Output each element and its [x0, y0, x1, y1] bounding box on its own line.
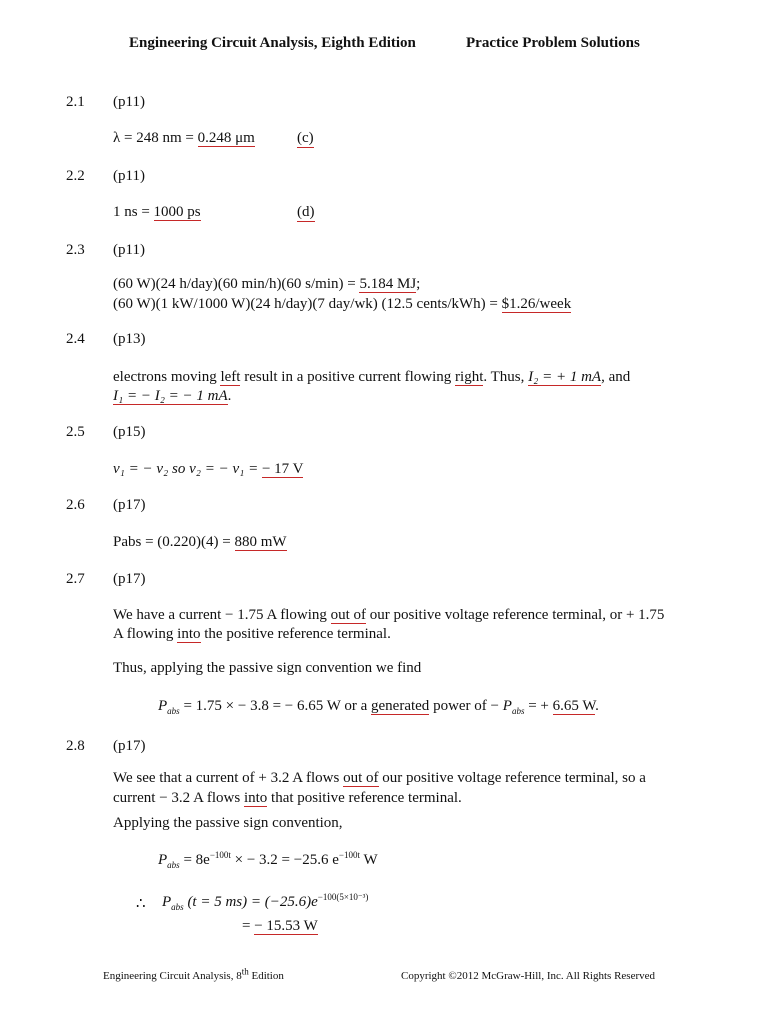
answer: 0.248 μm: [197, 130, 255, 146]
solution-2-7-line2: [113, 626, 391, 643]
solution-2-3-line1: [113, 276, 420, 293]
solution-text: our positive voltage reference terminal, so a: [378, 770, 646, 786]
problem-page: (p17): [113, 571, 146, 587]
answer: I₁ = − I₂ = − 1 mA: [113, 388, 228, 404]
problem-number: 2.6: [66, 497, 85, 513]
solution-text: A flowing: [113, 626, 178, 642]
solution-text: We see that a current of + 3.2 A flows: [113, 770, 344, 786]
emphasis: out of: [343, 770, 379, 786]
solution-2-1: [113, 130, 255, 147]
answer: 880 mW: [234, 534, 287, 550]
answer: 1000 ps: [153, 204, 201, 220]
emphasis: right: [455, 369, 484, 385]
problem-page: (p17): [113, 497, 146, 513]
solution-2-4-line1: [113, 369, 630, 386]
answer-choice: (d): [297, 204, 315, 220]
emphasis: left: [220, 369, 241, 385]
solution-2-7-line3: Thus, applying the passive sign convention we find: [113, 660, 422, 676]
header-right: Practice Problem Solutions: [466, 35, 640, 51]
footer-text: Engineering Circuit Analysis, 8: [103, 970, 242, 982]
solution-text: .: [227, 388, 232, 404]
solution-text: = 8e: [179, 852, 210, 868]
solution-text: that positive reference terminal.: [267, 790, 462, 806]
problem-number: 2.8: [66, 738, 85, 754]
solution-text: (60 W)(24 h/day)(60 min/h)(60 s/min) =: [113, 276, 360, 292]
solution-2-8-line3: Applying the passive sign convention,: [113, 815, 343, 831]
footer-left: [103, 966, 284, 982]
solution-text: = +: [524, 698, 553, 714]
problem-page: (p11): [113, 168, 145, 184]
solution-text: electrons moving: [113, 369, 221, 385]
solution-text: . Thus,: [483, 369, 529, 385]
answer: 6.65 W: [552, 698, 596, 714]
solution-2-3-line2: [113, 296, 571, 313]
solution-2-6: [113, 534, 287, 551]
solution-text: power of −: [429, 698, 503, 714]
solution-2-5: [113, 461, 303, 478]
solution-text: result in a positive current flowing: [240, 369, 456, 385]
emphasis: generated: [371, 698, 430, 714]
footer-right: Copyright ©2012 McGraw-Hill, Inc. All Rights Reserved: [401, 970, 655, 982]
emphasis: out of: [330, 607, 367, 623]
solution-text: λ = 248 nm =: [113, 130, 198, 146]
exponent: −100(5×10⁻³): [317, 892, 369, 902]
solution-text: the positive reference terminal.: [200, 626, 391, 642]
solution-2-8-equation1: $P_{abs} = 8e^{-100t}$ × − 3.2 = −25.6 $e^{-100t}$ W: [158, 850, 378, 870]
solution-text: ;: [416, 276, 421, 292]
emphasis: into: [177, 626, 201, 642]
emphasis: into: [243, 790, 268, 806]
answer-choice: (c): [297, 130, 314, 146]
footer-text: Edition: [248, 970, 284, 982]
therefore-symbol: ∴: [136, 896, 146, 912]
solution-text: W: [359, 852, 378, 868]
answer: − 15.53 W: [254, 918, 318, 934]
problem-page: (p11): [113, 94, 145, 110]
solution-text: (60 W)(1 kW/1000 W)(24 h/day)(7 day/wk) (12.5 cents/kWh) =: [113, 296, 502, 312]
solution-2-7-equation: $P_{abs} = 1.75$ × − 3.8 = − 6.65 W or a generated power of − $P_{abs}$ = + 6.65 W.: [158, 698, 599, 716]
solution-2-8-equation2: $P_{abs}$ (t = 5 $ms) = (-25.6)e^{-100(5\times 10^{-3})}$: [162, 892, 369, 912]
problem-page: (p11): [113, 242, 145, 258]
solution-text: = 1.75 × − 3.8 = − 6.65 W or a: [179, 698, 372, 714]
answer: 5.184 MJ: [359, 276, 417, 292]
solution-text: 1 ns =: [113, 204, 154, 220]
solution-text: (t = 5 ms) = (−25.6)e: [183, 894, 318, 910]
problem-page: (p15): [113, 424, 146, 440]
header-left: Engineering Circuit Analysis, Eighth Edition: [129, 35, 416, 51]
exponent: −100t: [209, 850, 231, 860]
solution-text: current − 3.2 A flows: [113, 790, 244, 806]
solution-text: .: [595, 698, 599, 714]
problem-number: 2.3: [66, 242, 85, 258]
problem-number: 2.7: [66, 571, 85, 587]
exponent: −100t: [338, 850, 360, 860]
solution-2-8-result: [242, 918, 318, 935]
answer: $1.26/week: [501, 296, 572, 312]
solution-2-2: [113, 204, 201, 221]
solution-text: , and: [601, 369, 631, 385]
problem-page: (p17): [113, 738, 146, 754]
solution-text: v₁ = − v₂ so v₂ = − v₁ =: [113, 461, 262, 477]
solution-text: We have a current − 1.75 A flowing: [113, 607, 331, 623]
footer-sup: th: [241, 966, 249, 977]
solution-text: our positive voltage reference terminal, or + 1.75: [366, 607, 665, 623]
solution-text: =: [242, 918, 255, 934]
solution-2-8-line1: [113, 770, 646, 787]
solution-text: Pabs = (0.220)(4) =: [113, 534, 235, 550]
solution-2-8-line2: [113, 790, 462, 807]
solution-2-7-line1: [113, 607, 664, 624]
problem-number: 2.1: [66, 94, 85, 110]
problem-page: (p13): [113, 331, 146, 347]
solution-text: × − 3.2 = −25.6 e: [230, 852, 339, 868]
problem-number: 2.5: [66, 424, 85, 440]
problem-number: 2.4: [66, 331, 85, 347]
answer: I₂ = + 1 mA: [528, 369, 602, 385]
problem-number: 2.2: [66, 168, 85, 184]
answer: − 17 V: [261, 461, 304, 477]
solution-2-4-line2: [113, 388, 231, 405]
